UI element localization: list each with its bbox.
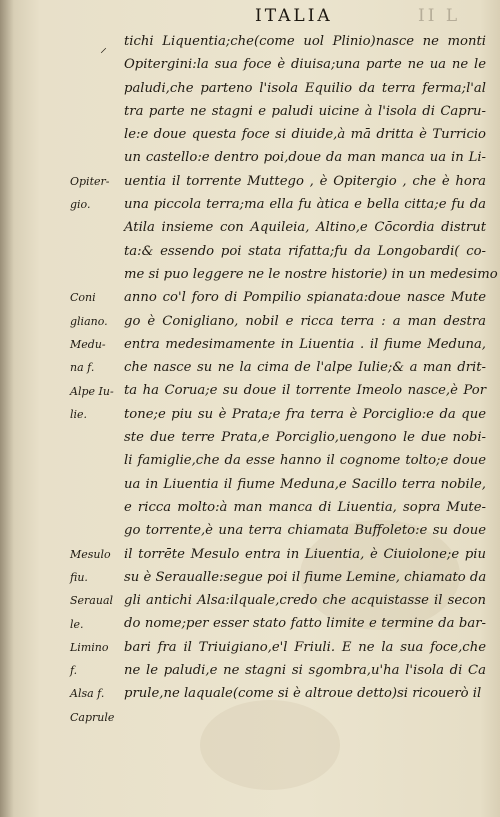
margin-note: Medu-: [70, 337, 106, 351]
text-line: ta:& essendo poi stata rifatta;fu da Longobardi( co-: [124, 243, 486, 259]
text-line: una piccola terra;ma ella fu àtica e bella citta;e fu da: [124, 197, 486, 213]
margin-note: fiu.: [70, 570, 88, 584]
margin-note: lie.: [70, 407, 88, 421]
margin-note: Alpe Iu-: [70, 384, 114, 398]
text-line: prule,ne laquale(come si è altroue detto)si ricouerò il: [124, 686, 482, 702]
margin-note: Seraual: [70, 594, 114, 608]
text-line: che nasce su ne la cima de l'alpe Iulie;& a man drit-: [124, 360, 486, 376]
text-line: uentia il torrente Muttego , è Opitergio , che è hora: [124, 173, 486, 189]
text-line: ne le paludi,e ne stagni si sgombra,u'ha l'isola di Ca: [124, 663, 486, 679]
margin-note: gio.: [70, 198, 91, 212]
text-line: bari fra il Triuigiano,e'l Friuli. E ne la sua foce,che: [124, 639, 486, 655]
text-line: ua in Liuentia il fiume Meduna,e Sacillo terra nobile,: [124, 476, 486, 492]
text-line: paludi,che parteno l'isola Equilio da terra ferma;l'al: [124, 80, 486, 96]
text-line: tichi Liquentia;che(come uol Plinio)nasce ne monti: [124, 34, 486, 49]
text-line: un castello:e dentro poi,doue da man manca ua in Li-: [124, 150, 486, 166]
margin-note: le.: [70, 617, 84, 631]
text-line: ste due terre Prata,e Porciglio,uengono le due nobi-: [124, 430, 486, 446]
margin-note: Opiter-: [70, 174, 110, 188]
text-line: gli antichi Alsa:ilquale,credo che acquistasse il secon: [124, 593, 486, 609]
margin-note: gliano.: [70, 314, 108, 328]
text-line: do nome;per esser stato fatto limite e termine da bar-: [124, 616, 486, 632]
margin-note: na f.: [70, 361, 95, 375]
text-line: anno co'l foro di Pompilio spianata:doue nasce Mute: [124, 290, 486, 306]
text-line: Opitergini:la sua foce è diuisa;una parte ne ua ne le: [124, 57, 486, 73]
text-line: ta ha Corua;e su doue il torrente Imeolo nasce,è Por: [124, 383, 486, 399]
text-line: le:e doue questa foce si diuide,à mā dritta è Turricio: [124, 127, 486, 143]
body-text: [124, 30, 498, 706]
text-line: e ricca molto:à man manca di Liuentia, sopra Mute-: [124, 499, 486, 515]
margin-note: Coni: [70, 291, 96, 305]
text-line: il torrēte Mesulo entra in Liuentia, è Ciuiolone;e piu: [124, 546, 486, 562]
text-line: li famiglie,che da esse hanno il cognome tolto;e doue: [124, 453, 486, 469]
bleed-through-text: II L: [418, 6, 461, 26]
text-line: Atila insieme con Aquileia, Altino,e Cōcordia distrut: [124, 220, 486, 236]
text-line: tra parte ne stagni e paludi uicine à l'isola di Capru-: [124, 103, 486, 119]
handwritten-mark: ⸝: [100, 40, 107, 56]
text-line: go torrente,è una terra chiamata Buffoleto:e su doue: [124, 523, 486, 539]
paper-stain: [200, 700, 340, 790]
running-head: ITALIA: [255, 6, 333, 26]
text-line: me si puo leggere ne le nostre historie) in un medesimo: [124, 266, 498, 282]
margin-note: f.: [70, 664, 78, 678]
margin-note: Limino: [70, 640, 109, 654]
margin-note: Mesulo: [70, 547, 111, 561]
text-line: su è Seraualle:segue poi il fiume Lemine, chiamato da: [124, 569, 487, 585]
text-line: entra medesimamente in Liuentia . il fiume Meduna,: [124, 336, 486, 352]
margin-note: Alsa f.: [70, 687, 105, 701]
text-line: tone;e piu su è Prata;e fra terra è Porciglio:e da que: [124, 406, 486, 422]
margin-note: Caprule: [70, 710, 115, 724]
text-line: go è Conigliano, nobil e ricca terra : a man destra: [124, 313, 486, 329]
